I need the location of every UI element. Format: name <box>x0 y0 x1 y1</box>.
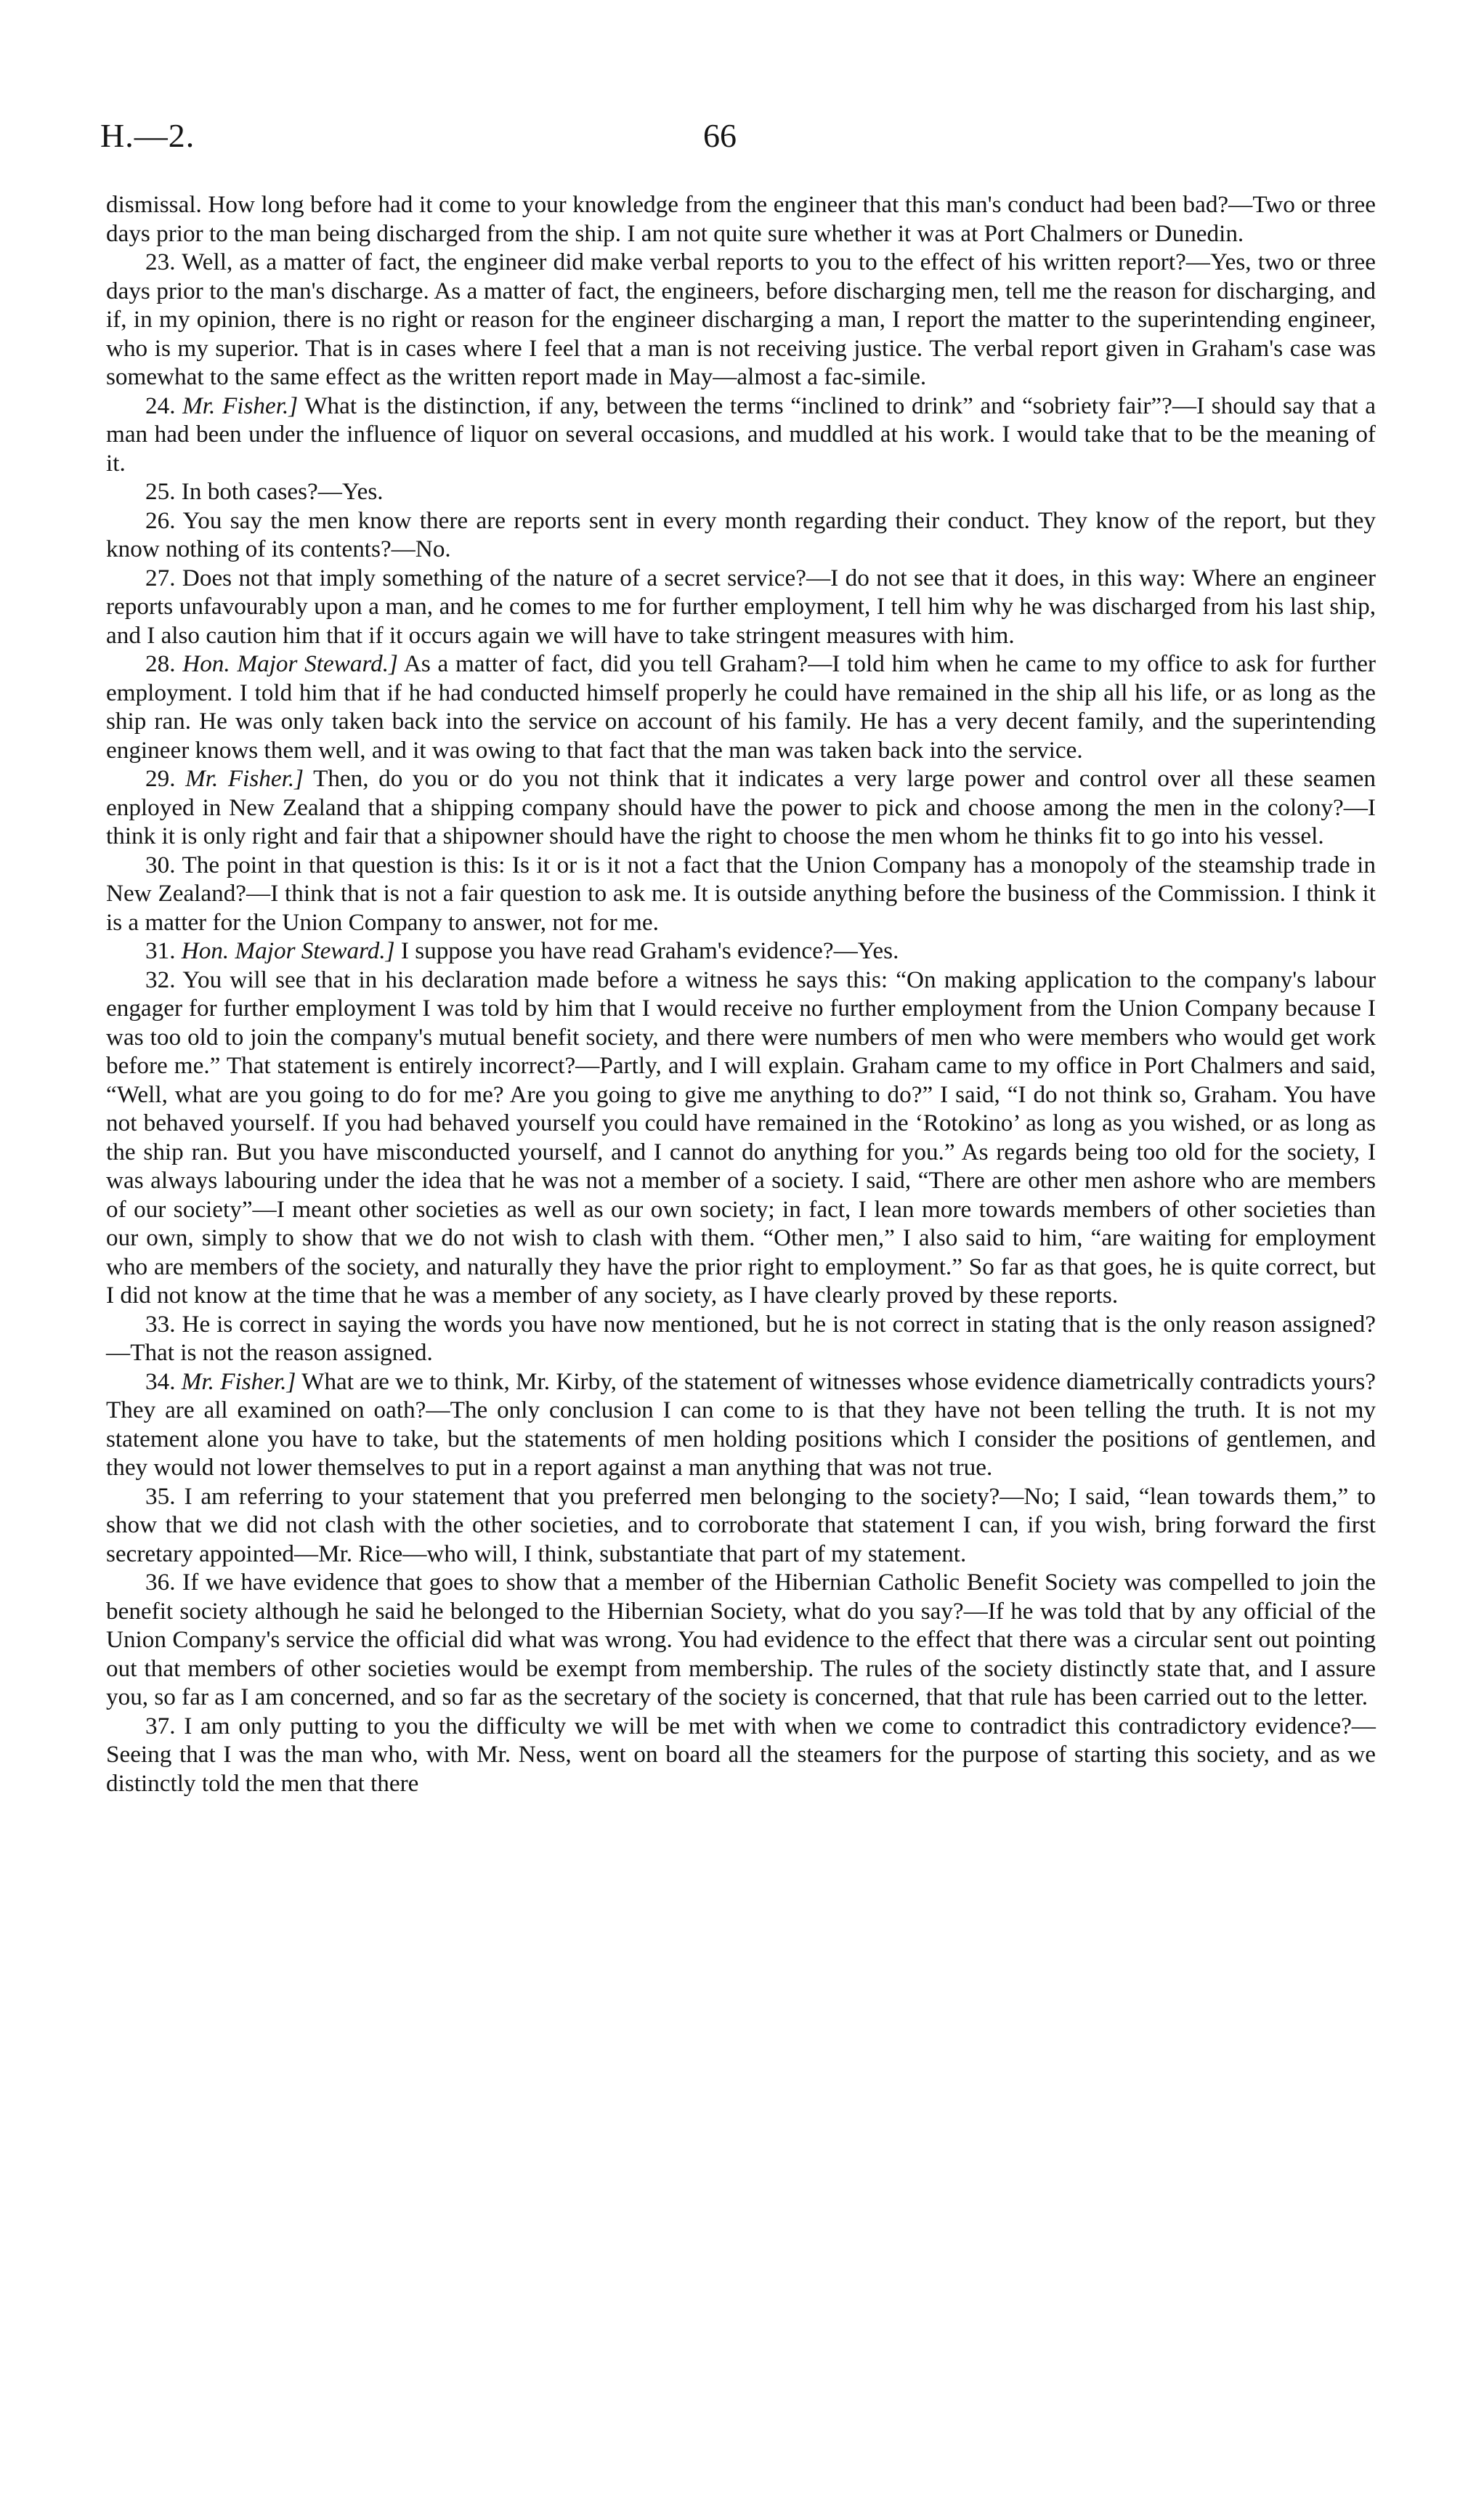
speaker: Mr. Fisher.] <box>182 392 299 419</box>
paragraph-text: You will see that in his declaration made before a witness he says this: “On making application to the company's labour engager for further employment I was told by him that I would receive no further employment from the Union Company because I was too old to join the company's mutual benefit society, and there were numbers of men who were members who would get work before me.” That statement is entirely incorrect?—Partly, and I will explain. Graham came to my office in Port Chalmers and said, “Well, what are you going to do for me? Are you going to give me anything to do?” I said, “I do not think so, Graham. You have not behaved yourself. If you had behaved yourself you could have remained in the ‘Rotokino’ as long as you wished, or as long as the ship ran. But you have misconducted yourself, and I cannot do anything for you.” As regards being too old for the society, I was always labouring under the idea that he was not a member of a society. I said, “There are other men ashore who are members of our society”—I meant other societies as well as our own society; in fact, I lean more towards members of other societies than our own, simply to show that we do not wish to clash with them. “Other men,” I also said to him, “are waiting for employment who are members of the society, and naturally they have the prior right to employment.” So far as that goes, he is quite correct, but I did not know at the time that he was a member of any society, as I have clearly proved by these reports. <box>106 966 1376 1309</box>
question-number: 33. <box>145 1310 176 1338</box>
question-number: 25. <box>145 478 176 505</box>
paragraph-text: I am referring to your statement that you preferred men belonging to the society?—No; I said, “lean towards them,” to show that we did not clash with the other societies, and to corroborate that statement I can, if you wish, bring forward the first secretary appointed—Mr. Rice—who will, I think, substantiate that part of my statement. <box>106 1482 1376 1567</box>
document-reference: H.—2. <box>100 117 195 154</box>
paragraph-text: What is the distinction, if any, between the terms “inclined to drink” and “sobriety fair”?—I should say that a man had been under the influence of liquor on several occasions, and muddled at his work. I would take that to be the meaning of it. <box>106 392 1376 477</box>
question-number: 24. <box>145 392 176 419</box>
paragraph <box>106 764 1376 851</box>
question-number: 32. <box>145 966 176 993</box>
paragraph-text: In both cases?—Yes. <box>181 478 384 505</box>
paragraph-text: dismissal. How long before had it come to your knowledge from the engineer that this man's conduct had been bad?—Two or three days prior to the man being discharged from the ship. I am not quite sure whether it was at Port Chalmers or Dunedin. <box>106 191 1376 247</box>
question-number: 29. <box>145 765 176 792</box>
paragraph <box>106 248 1376 392</box>
paragraph <box>106 966 1376 1310</box>
paragraph <box>106 1310 1376 1367</box>
question-number: 37. <box>145 1712 176 1739</box>
paragraph <box>106 1712 1376 1798</box>
page-number: 66 <box>703 117 737 154</box>
paragraph-text: As a matter of fact, did you tell Graham?—I told him when he came to my office to ask for further employment. I told him that if he had conducted himself properly he could have remained in the ship all his life, or as long as the ship ran. He was only taken back into the service on account of his family. He has a very decent family, and the superintending engineer knows them well, and it was owing to that fact that the man was taken back into the service. <box>106 650 1376 764</box>
paragraph-text: What are we to think, Mr. Kirby, of the statement of witnesses whose evidence diametrically contradicts yours? They are all examined on oath?—The only conclusion I can come to is that they have not been telling the truth. It is not my statement alone you have to take, but the statements of men holding positions which I consider the positions of gentlemen, and they would not lower themselves to put in a report against a man anything that was not true. <box>106 1367 1376 1481</box>
paragraph <box>106 937 1376 966</box>
question-number: 35. <box>145 1482 176 1510</box>
paragraph-text: If we have evidence that goes to show that a member of the Hibernian Catholic Benefit Society was compelled to join the benefit society although he said he belonged to the Hibernian Society, what do you say?—If he was told that by any official of the Union Company's service the official did what was wrong. You had evidence to the effect that there was a circular sent out pointing out that members of other societies would be exempt from membership. The rules of the society distinctly state that, and I assure you, so far as I am concerned, and so far as the secretary of the society is concerned, that that rule has been carried out to the letter. <box>106 1569 1376 1710</box>
paragraph <box>106 851 1376 937</box>
question-number: 36. <box>145 1569 176 1596</box>
paragraph <box>106 392 1376 478</box>
body-text <box>106 190 1376 1798</box>
paragraph <box>106 564 1376 650</box>
question-number: 31. <box>145 937 176 964</box>
question-number: 26. <box>145 506 176 534</box>
speaker: Hon. Major Steward.] <box>182 650 398 677</box>
paragraph-text: I am only putting to you the difficulty we will be met with when we come to contradict this contradictory evidence?—Seeing that I was the man who, with Mr. Ness, went on board all the steamers for the purpose of starting this society, and as we distinctly told the men that there <box>106 1712 1376 1797</box>
paragraph-text: He is correct in saying the words you have now mentioned, but he is not correct in stating that is the only reason assigned?—That is not the reason assigned. <box>106 1310 1376 1366</box>
paragraph-text: You say the men know there are reports sent in every month regarding their conduct. They know of the report, but they know nothing of its contents?—No. <box>106 506 1376 562</box>
speaker: Mr. Fisher.] <box>181 1367 296 1395</box>
paragraph-text: Well, as a matter of fact, the engineer did make verbal reports to you to the effect of his written report?—Yes, two or three days prior to the man's discharge. As a matter of fact, the engineers, before discharging men, tell me the reason for discharging, and if, in my opinion, there is no right or reason for the engineer discharging a man, I report the matter to the superintending engineer, who is my superior. That is in cases where I feel that a man is not receiving justice. The verbal report given in Graham's case was somewhat to the same effect as the written report made in May—almost a fac-simile. <box>106 248 1376 390</box>
question-number: 30. <box>145 851 176 878</box>
speaker: Hon. Major Steward.] <box>181 937 395 964</box>
paragraph <box>106 1482 1376 1569</box>
paragraph-text: I suppose you have read Graham's evidence?—Yes. <box>400 937 899 964</box>
paragraph-text: Then, do you or do you not think that it indicates a very large power and control over all these seamen enployed in New Zealand that a shipping company should have the power to pick and choose among the men in the colony?—I think it is only right and fair that a shipowner should have the right to choose the men whom he thinks fit to go into his vessel. <box>106 765 1376 849</box>
question-number: 23. <box>145 248 176 275</box>
paragraph-text: The point in that question is this: Is it or is it not a fact that the Union Company has a monopoly of the steamship trade in New Zealand?—I think that is not a fair question to ask me. It is outside anything before the business of the Commission. I think it is a matter for the Union Company to answer, not for me. <box>106 851 1376 936</box>
question-number: 28. <box>145 650 176 677</box>
paragraph <box>106 477 1376 506</box>
question-number: 27. <box>145 564 176 591</box>
paragraph <box>106 1568 1376 1712</box>
question-number: 34. <box>145 1367 176 1395</box>
paragraph-text: Does not that imply something of the nature of a secret service?—I do not see that it does, in this way: Where an engineer reports unfavourably upon a man, and he comes to me for further employment, I tell him why he was discharged from his last ship, and I also caution him that if it occurs again we will have to take stringent measures with him. <box>106 564 1376 649</box>
paragraph <box>106 190 1376 248</box>
speaker: Mr. Fisher.] <box>185 765 304 792</box>
paragraph <box>106 650 1376 764</box>
paragraph <box>106 506 1376 564</box>
paragraph <box>106 1367 1376 1482</box>
